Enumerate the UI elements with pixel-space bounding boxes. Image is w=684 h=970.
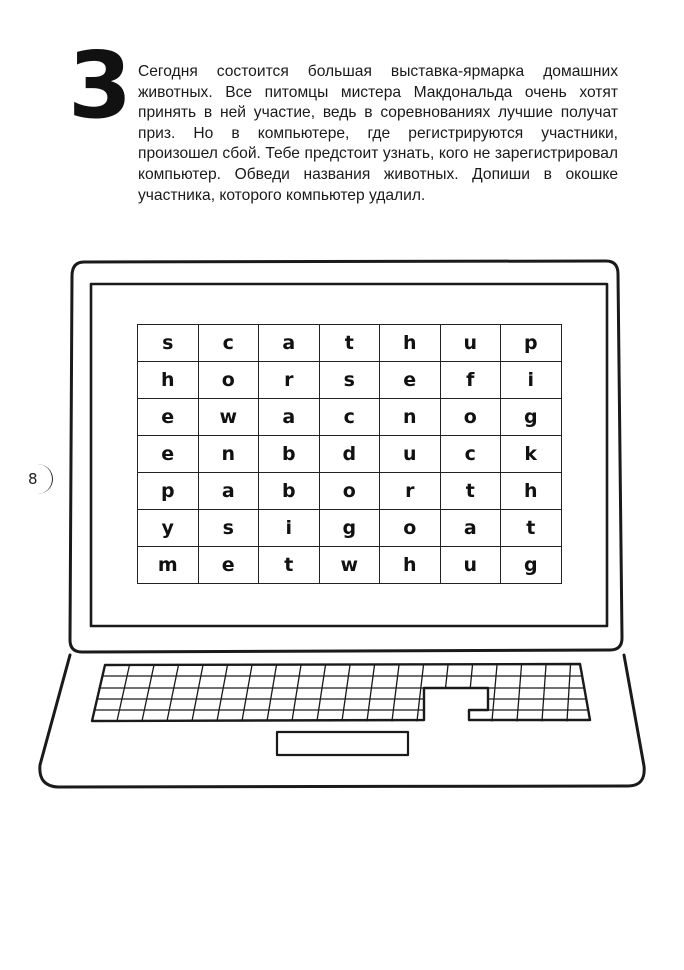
key-line [417, 665, 424, 721]
grid-cell[interactable]: r [380, 473, 441, 510]
grid-cell[interactable]: w [319, 547, 380, 584]
grid-row [138, 473, 562, 510]
grid-cell[interactable]: w [198, 399, 259, 436]
grid-cell[interactable]: o [319, 473, 380, 510]
key-line [217, 665, 228, 721]
key-line [242, 665, 252, 721]
key-line [342, 665, 350, 721]
grid-cell[interactable]: n [380, 399, 441, 436]
grid-cell[interactable]: i [501, 362, 562, 399]
grid-row [138, 399, 562, 436]
grid-row [138, 510, 562, 547]
letter-grid [137, 324, 562, 584]
grid-cell[interactable]: f [440, 362, 501, 399]
grid-cell[interactable]: e [138, 436, 199, 473]
key-line [142, 665, 154, 721]
grid-cell[interactable]: s [138, 325, 199, 362]
grid-cell[interactable]: h [138, 362, 199, 399]
key-line [492, 665, 497, 721]
grid-cell[interactable]: d [319, 436, 380, 473]
grid-cell[interactable]: i [259, 510, 320, 547]
grid-cell[interactable]: t [440, 473, 501, 510]
key-line [567, 665, 571, 721]
grid-cell[interactable]: k [501, 436, 562, 473]
key-line [192, 665, 203, 721]
grid-cell[interactable]: a [198, 473, 259, 510]
key-line [292, 665, 301, 721]
grid-cell[interactable]: s [198, 510, 259, 547]
grid-cell[interactable]: p [138, 473, 199, 510]
grid-row [138, 436, 562, 473]
grid-cell[interactable]: u [440, 547, 501, 584]
grid-cell[interactable]: g [501, 547, 562, 584]
grid-cell[interactable]: o [440, 399, 501, 436]
grid-cell[interactable]: c [319, 399, 380, 436]
grid-row [138, 362, 562, 399]
grid-cell[interactable]: a [259, 399, 320, 436]
grid-row [138, 325, 562, 362]
grid-cell[interactable]: a [259, 325, 320, 362]
key-line [392, 665, 399, 721]
grid-cell[interactable]: r [259, 362, 320, 399]
grid-cell[interactable]: s [319, 362, 380, 399]
grid-cell[interactable]: n [198, 436, 259, 473]
grid-cell[interactable]: o [198, 362, 259, 399]
keyboard [92, 664, 590, 721]
trackpad [277, 732, 408, 755]
grid-cell[interactable]: g [319, 510, 380, 547]
key-line [542, 665, 546, 721]
grid-cell[interactable]: g [501, 399, 562, 436]
grid-cell[interactable]: h [501, 473, 562, 510]
key-line [117, 665, 130, 721]
grid-cell[interactable]: e [380, 362, 441, 399]
key-line [267, 665, 277, 721]
grid-cell[interactable]: t [501, 510, 562, 547]
key-line [517, 665, 522, 721]
key-line [367, 665, 375, 721]
grid-cell[interactable]: h [380, 325, 441, 362]
task-instructions: Сегодня состоится большая выставка-ярмарка домашних животных. Все питомцы мистера Макдональда очень хотят принять в ней участие, ведь в соревнованиях лучшие получат приз. Но в компьютере, где регистрируются участники, произошел сбой. Тебе предстоит узнать, кого не зарегистрировал компьютер. Обведи названия животных. Допиши в окошке участника, которого компьютер удалил. [138, 63, 618, 204]
grid-cell[interactable]: y [138, 510, 199, 547]
grid-cell[interactable]: e [198, 547, 259, 584]
grid-cell[interactable]: u [380, 436, 441, 473]
grid-cell[interactable]: c [198, 325, 259, 362]
grid-cell[interactable]: t [319, 325, 380, 362]
grid-cell[interactable]: h [380, 547, 441, 584]
grid-cell[interactable]: c [440, 436, 501, 473]
grid-cell[interactable]: o [380, 510, 441, 547]
grid-cell[interactable]: b [259, 473, 320, 510]
grid-cell[interactable]: b [259, 436, 320, 473]
key-line [317, 665, 326, 721]
grid-cell[interactable]: p [501, 325, 562, 362]
grid-cell[interactable]: m [138, 547, 199, 584]
page-number: 8 [28, 470, 38, 488]
grid-cell[interactable]: a [440, 510, 501, 547]
task-number: 3 [68, 32, 133, 139]
grid-cell[interactable]: e [138, 399, 199, 436]
grid-cell[interactable]: t [259, 547, 320, 584]
key-line [167, 665, 179, 721]
grid-row [138, 547, 562, 584]
grid-cell[interactable]: u [440, 325, 501, 362]
